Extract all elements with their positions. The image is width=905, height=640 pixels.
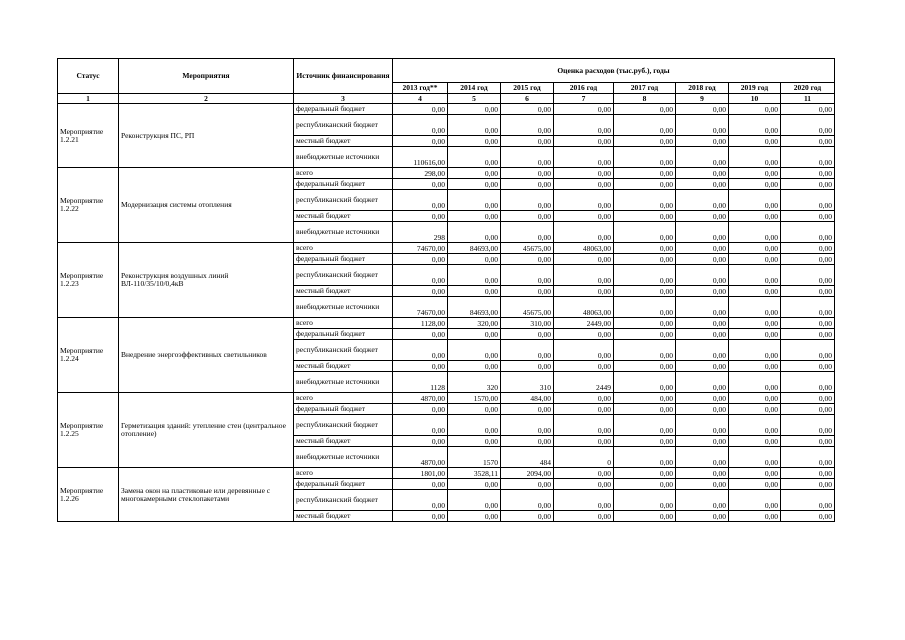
expense-value: 0,00 (781, 393, 835, 404)
funding-source: внебюджетные источники (294, 447, 393, 468)
expense-value: 0,00 (554, 436, 614, 447)
year-header: 2017 год (614, 83, 676, 94)
expense-value: 0,00 (729, 297, 781, 318)
expense-value: 0,00 (781, 447, 835, 468)
measure-status: Мероприятие 1.2.24 (58, 318, 119, 393)
expense-value: 0,00 (614, 179, 676, 190)
expense-value: 0,00 (393, 340, 448, 361)
expense-value: 0,00 (676, 361, 729, 372)
expense-value: 0,00 (781, 243, 835, 254)
expense-value: 0,00 (393, 254, 448, 265)
expense-value: 0,00 (614, 115, 676, 136)
estimate-header: Оценка расходов (тыс.руб.), годы (393, 59, 835, 83)
expense-value: 0,00 (729, 286, 781, 297)
expense-value: 48063,00 (554, 297, 614, 318)
expense-value: 110616,00 (393, 147, 448, 168)
expense-value: 0,00 (676, 265, 729, 286)
expense-value: 0,00 (729, 404, 781, 415)
expense-value: 0,00 (614, 340, 676, 361)
expense-value: 0,00 (729, 168, 781, 179)
expense-value: 0,00 (781, 490, 835, 511)
expense-value: 0,00 (448, 436, 501, 447)
expense-value: 0,00 (676, 511, 729, 522)
expense-value: 0,00 (676, 115, 729, 136)
expense-value: 0,00 (676, 468, 729, 479)
table-row (58, 243, 835, 254)
measure-status: Мероприятие 1.2.26 (58, 468, 119, 522)
funding-source: республиканский бюджет (294, 265, 393, 286)
expense-value: 0,00 (501, 340, 554, 361)
year-header: 2019 год (729, 83, 781, 94)
measure-name: Модернизация системы отопления (119, 168, 294, 243)
expense-value: 0,00 (729, 265, 781, 286)
expense-value: 0,00 (676, 447, 729, 468)
expense-value: 0,00 (393, 511, 448, 522)
expense-value: 0,00 (554, 168, 614, 179)
status-header: Статус (58, 59, 119, 94)
expense-value: 0,00 (614, 211, 676, 222)
expense-value: 0,00 (614, 372, 676, 393)
expense-value: 0,00 (676, 372, 729, 393)
expense-value: 0,00 (676, 404, 729, 415)
expense-value: 0,00 (614, 511, 676, 522)
expense-value: 484 (501, 447, 554, 468)
expense-value: 0,00 (501, 115, 554, 136)
funding-source: местный бюджет (294, 436, 393, 447)
expense-value: 0,00 (448, 286, 501, 297)
column-number: 3 (294, 94, 393, 104)
expense-value: 0,00 (781, 211, 835, 222)
funding-source: республиканский бюджет (294, 190, 393, 211)
expense-value: 0,00 (554, 286, 614, 297)
measure-name: Реконструкция ПС, РП (119, 104, 294, 168)
expense-value: 0,00 (614, 479, 676, 490)
expense-value: 0,00 (448, 254, 501, 265)
expense-value: 0,00 (501, 479, 554, 490)
expense-value: 0,00 (501, 179, 554, 190)
column-number: 5 (448, 94, 501, 104)
expense-value: 0,00 (614, 490, 676, 511)
expense-value: 0,00 (781, 340, 835, 361)
expense-value: 0,00 (501, 147, 554, 168)
expense-value: 0,00 (676, 393, 729, 404)
column-number: 1 (58, 94, 119, 104)
expense-value: 0,00 (614, 415, 676, 436)
expense-value: 0,00 (501, 254, 554, 265)
expense-value: 0,00 (448, 168, 501, 179)
expense-value: 74670,00 (393, 243, 448, 254)
expense-value: 0,00 (393, 115, 448, 136)
expense-value: 0,00 (501, 190, 554, 211)
year-header: 2020 год (781, 83, 835, 94)
expense-value: 0,00 (554, 490, 614, 511)
expense-value: 0,00 (614, 361, 676, 372)
expense-value: 0,00 (554, 265, 614, 286)
expense-value: 0,00 (614, 136, 676, 147)
expense-value: 0,00 (781, 479, 835, 490)
expense-value: 0,00 (614, 468, 676, 479)
expense-value: 0,00 (554, 361, 614, 372)
expense-value: 0,00 (676, 436, 729, 447)
table-header (58, 59, 835, 104)
expense-value: 0,00 (781, 468, 835, 479)
funding-source: местный бюджет (294, 211, 393, 222)
measure-name: Замена окон на пластиковые или деревянные с многокамерными стеклопакетами (119, 468, 294, 522)
expense-value: 0,00 (729, 179, 781, 190)
expense-value: 0,00 (614, 286, 676, 297)
expense-value: 0,00 (393, 190, 448, 211)
expense-value: 0,00 (393, 136, 448, 147)
funding-source: местный бюджет (294, 286, 393, 297)
expense-value: 0,00 (781, 286, 835, 297)
expense-value: 0,00 (448, 490, 501, 511)
funding-source: всего (294, 168, 393, 179)
expense-value: 48063,00 (554, 243, 614, 254)
expense-value: 0,00 (729, 318, 781, 329)
expense-value: 320 (448, 372, 501, 393)
expense-value: 0,00 (676, 286, 729, 297)
expense-value: 0,00 (781, 265, 835, 286)
expense-value: 310,00 (501, 318, 554, 329)
expense-value: 0,00 (448, 147, 501, 168)
expense-value: 0,00 (676, 179, 729, 190)
events-header: Мероприятия (119, 59, 294, 94)
expense-value: 0,00 (729, 147, 781, 168)
expense-value: 0,00 (448, 361, 501, 372)
expense-value: 0,00 (501, 265, 554, 286)
expense-value: 84693,00 (448, 243, 501, 254)
expense-value: 0,00 (729, 447, 781, 468)
expense-value: 0,00 (554, 179, 614, 190)
expense-value: 0,00 (554, 254, 614, 265)
expense-value: 4870,00 (393, 447, 448, 468)
expense-value: 0,00 (501, 511, 554, 522)
column-number: 7 (554, 94, 614, 104)
expense-value: 1570,00 (448, 393, 501, 404)
expense-value: 0,00 (614, 254, 676, 265)
expense-value: 0,00 (729, 329, 781, 340)
expense-value: 0,00 (393, 479, 448, 490)
expense-value: 0,00 (729, 222, 781, 243)
expense-value: 310 (501, 372, 554, 393)
expense-value: 0,00 (614, 393, 676, 404)
funding-source: республиканский бюджет (294, 490, 393, 511)
column-number-row (58, 94, 835, 104)
expense-value: 0,00 (781, 372, 835, 393)
expense-value: 0 (554, 447, 614, 468)
expense-value: 0,00 (448, 222, 501, 243)
expense-value: 0,00 (676, 168, 729, 179)
expense-value: 0,00 (676, 211, 729, 222)
expense-value: 0,00 (448, 136, 501, 147)
funding-source: федеральный бюджет (294, 179, 393, 190)
expense-value: 0,00 (676, 340, 729, 361)
expense-value: 0,00 (676, 415, 729, 436)
expense-value: 0,00 (501, 104, 554, 115)
expense-value: 0,00 (501, 211, 554, 222)
expense-value: 0,00 (781, 511, 835, 522)
expense-value: 0,00 (781, 436, 835, 447)
expense-value: 0,00 (554, 222, 614, 243)
table-row (58, 168, 835, 179)
funding-source: федеральный бюджет (294, 329, 393, 340)
funding-source: республиканский бюджет (294, 415, 393, 436)
expense-value: 0,00 (729, 393, 781, 404)
expense-value: 0,00 (501, 490, 554, 511)
expense-value: 0,00 (501, 361, 554, 372)
expense-value: 0,00 (676, 490, 729, 511)
expense-value: 0,00 (729, 115, 781, 136)
expense-value: 0,00 (781, 104, 835, 115)
expense-value: 0,00 (448, 179, 501, 190)
expense-value: 0,00 (729, 104, 781, 115)
expense-value: 0,00 (676, 147, 729, 168)
year-header: 2015 год (501, 83, 554, 94)
expense-value: 0,00 (614, 404, 676, 415)
expense-value: 0,00 (614, 265, 676, 286)
expense-value: 298 (393, 222, 448, 243)
column-number: 6 (501, 94, 554, 104)
funding-source: местный бюджет (294, 136, 393, 147)
expense-value: 0,00 (729, 490, 781, 511)
expense-value: 0,00 (554, 468, 614, 479)
expense-value: 0,00 (729, 511, 781, 522)
expense-value: 0,00 (614, 222, 676, 243)
expense-value: 0,00 (501, 168, 554, 179)
expense-value: 3528,11 (448, 468, 501, 479)
year-header: 2014 год (448, 83, 501, 94)
column-number: 8 (614, 94, 676, 104)
column-number: 9 (676, 94, 729, 104)
expense-value: 0,00 (393, 179, 448, 190)
expense-value: 0,00 (729, 254, 781, 265)
expense-value: 0,00 (448, 404, 501, 415)
expense-value: 0,00 (781, 404, 835, 415)
expense-value: 0,00 (614, 168, 676, 179)
expense-value: 0,00 (781, 190, 835, 211)
expense-value: 0,00 (729, 136, 781, 147)
funding-source: республиканский бюджет (294, 115, 393, 136)
expense-value: 1570 (448, 447, 501, 468)
expense-value: 0,00 (448, 190, 501, 211)
measure-status: Мероприятие 1.2.23 (58, 243, 119, 318)
measure-status: Мероприятие 1.2.25 (58, 393, 119, 468)
expense-value: 0,00 (393, 436, 448, 447)
expense-value: 0,00 (554, 190, 614, 211)
expense-value: 0,00 (729, 479, 781, 490)
expense-value: 0,00 (554, 115, 614, 136)
expense-value: 0,00 (448, 340, 501, 361)
expense-value: 4870,00 (393, 393, 448, 404)
funding-source: всего (294, 318, 393, 329)
funding-source: внебюджетные источники (294, 222, 393, 243)
expense-value: 0,00 (676, 136, 729, 147)
financing-table (57, 58, 835, 522)
funding-source: внебюджетные источники (294, 147, 393, 168)
expense-value: 0,00 (729, 468, 781, 479)
funding-source: местный бюджет (294, 511, 393, 522)
expense-value: 0,00 (448, 115, 501, 136)
column-number: 11 (781, 94, 835, 104)
expense-value: 0,00 (554, 329, 614, 340)
table-row (58, 393, 835, 404)
expense-value: 0,00 (448, 479, 501, 490)
expense-value: 0,00 (554, 404, 614, 415)
funding-source: местный бюджет (294, 361, 393, 372)
table-row (58, 318, 835, 329)
expense-value: 0,00 (448, 211, 501, 222)
expense-value: 0,00 (729, 415, 781, 436)
funding-source: внебюджетные источники (294, 297, 393, 318)
column-number: 4 (393, 94, 448, 104)
funding-source: федеральный бюджет (294, 104, 393, 115)
expense-value: 0,00 (676, 190, 729, 211)
expense-value: 0,00 (393, 490, 448, 511)
expense-value: 74670,00 (393, 297, 448, 318)
expense-value: 0,00 (781, 415, 835, 436)
expense-value: 0,00 (676, 318, 729, 329)
expense-value: 0,00 (614, 147, 676, 168)
expense-value: 0,00 (501, 404, 554, 415)
expense-value: 0,00 (781, 147, 835, 168)
funding-source: федеральный бюджет (294, 254, 393, 265)
expense-value: 0,00 (781, 179, 835, 190)
expense-value: 0,00 (501, 286, 554, 297)
expense-value: 84693,00 (448, 297, 501, 318)
expense-value: 0,00 (676, 329, 729, 340)
expense-value: 0,00 (448, 511, 501, 522)
year-header: 2013 год** (393, 83, 448, 94)
funding-source: федеральный бюджет (294, 404, 393, 415)
expense-value: 2094,00 (501, 468, 554, 479)
funding-source: всего (294, 243, 393, 254)
expense-value: 0,00 (614, 297, 676, 318)
expense-value: 0,00 (393, 415, 448, 436)
expense-value: 484,00 (501, 393, 554, 404)
year-header: 2018 год (676, 83, 729, 94)
column-number: 2 (119, 94, 294, 104)
expense-value: 0,00 (448, 415, 501, 436)
expense-value: 298,00 (393, 168, 448, 179)
expense-value: 0,00 (554, 147, 614, 168)
table-row (58, 468, 835, 479)
expense-value: 0,00 (676, 479, 729, 490)
expense-value: 320,00 (448, 318, 501, 329)
expense-value: 0,00 (781, 136, 835, 147)
expense-value: 0,00 (781, 318, 835, 329)
expense-value: 0,00 (781, 297, 835, 318)
expense-value: 0,00 (554, 479, 614, 490)
expense-value: 0,00 (614, 190, 676, 211)
measure-name: Герметизация зданий: утепление стен (центральное отопление) (119, 393, 294, 468)
expense-value: 0,00 (781, 222, 835, 243)
expense-value: 0,00 (501, 222, 554, 243)
expense-value: 0,00 (676, 297, 729, 318)
expense-value: 0,00 (554, 511, 614, 522)
measure-status: Мероприятие 1.2.21 (58, 104, 119, 168)
expense-value: 1801,00 (393, 468, 448, 479)
expense-value: 0,00 (729, 340, 781, 361)
expense-value: 1128,00 (393, 318, 448, 329)
expense-value: 0,00 (554, 211, 614, 222)
funding-source: всего (294, 468, 393, 479)
expense-value: 1128 (393, 372, 448, 393)
expense-value: 0,00 (781, 254, 835, 265)
measure-status: Мероприятие 1.2.22 (58, 168, 119, 243)
expense-value: 0,00 (614, 447, 676, 468)
expense-value: 45675,00 (501, 243, 554, 254)
expense-value: 0,00 (448, 265, 501, 286)
expense-value: 2449 (554, 372, 614, 393)
expense-value: 0,00 (393, 361, 448, 372)
expense-value: 0,00 (729, 436, 781, 447)
expense-value: 0,00 (676, 254, 729, 265)
expense-value: 0,00 (501, 415, 554, 436)
expense-value: 0,00 (614, 436, 676, 447)
expense-value: 0,00 (501, 136, 554, 147)
expense-value: 0,00 (393, 404, 448, 415)
expense-value: 2449,00 (554, 318, 614, 329)
expense-value: 0,00 (554, 393, 614, 404)
expense-value: 0,00 (393, 286, 448, 297)
expense-value: 0,00 (676, 222, 729, 243)
expense-value: 0,00 (781, 168, 835, 179)
expense-value: 0,00 (729, 243, 781, 254)
expense-value: 0,00 (554, 136, 614, 147)
table-body (58, 104, 835, 522)
funding-source: внебюджетные источники (294, 372, 393, 393)
expense-value: 0,00 (448, 104, 501, 115)
expense-value: 0,00 (614, 329, 676, 340)
expense-value: 0,00 (614, 243, 676, 254)
expense-value: 0,00 (729, 361, 781, 372)
expense-value: 0,00 (614, 318, 676, 329)
funding-source: всего (294, 393, 393, 404)
expense-value: 0,00 (676, 243, 729, 254)
column-number: 10 (729, 94, 781, 104)
measure-name: Реконструкция воздушных линий ВЛ-110/35/10/0,4кВ (119, 243, 294, 318)
expense-value: 0,00 (554, 340, 614, 361)
expense-value: 0,00 (448, 329, 501, 340)
expense-value: 45675,00 (501, 297, 554, 318)
expense-value: 0,00 (554, 104, 614, 115)
source-header: Источник финансирования (294, 59, 393, 94)
expense-value: 0,00 (501, 329, 554, 340)
expense-value: 0,00 (676, 104, 729, 115)
measure-name: Внедрение энергоэффективных светильников (119, 318, 294, 393)
expense-value: 0,00 (501, 436, 554, 447)
expense-value: 0,00 (781, 361, 835, 372)
expense-value: 0,00 (393, 329, 448, 340)
expense-value: 0,00 (729, 372, 781, 393)
expense-value: 0,00 (393, 265, 448, 286)
table-row (58, 104, 835, 115)
expense-value: 0,00 (781, 115, 835, 136)
expense-value: 0,00 (729, 211, 781, 222)
expense-value: 0,00 (554, 415, 614, 436)
expense-value: 0,00 (393, 104, 448, 115)
expense-value: 0,00 (781, 329, 835, 340)
expense-value: 0,00 (614, 104, 676, 115)
expense-value: 0,00 (393, 211, 448, 222)
funding-source: республиканский бюджет (294, 340, 393, 361)
year-header: 2016 год (554, 83, 614, 94)
funding-source: федеральный бюджет (294, 479, 393, 490)
expense-value: 0,00 (729, 190, 781, 211)
